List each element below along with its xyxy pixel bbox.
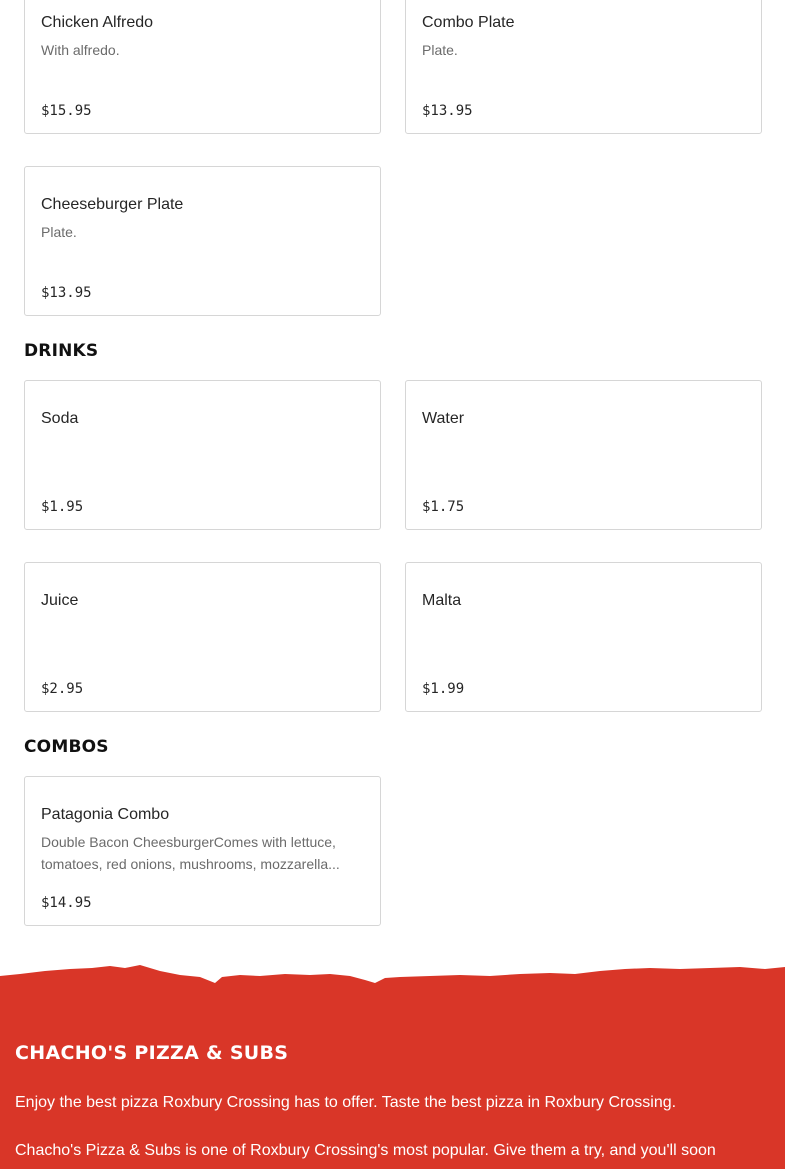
menu-item-name: Patagonia Combo: [41, 806, 170, 823]
menu-item-card[interactable]: [24, 166, 381, 316]
section-title-combos: COMBOS: [24, 737, 109, 757]
menu-item-price: $13.95: [422, 103, 473, 119]
menu-item-name: Cheeseburger Plate: [41, 196, 184, 213]
menu-item-price: $1.75: [422, 499, 465, 515]
menu-item-card[interactable]: [24, 562, 381, 712]
menu-item-card[interactable]: [24, 380, 381, 530]
menu-item-card[interactable]: [405, 562, 762, 712]
menu-item-price: $15.95: [41, 103, 92, 119]
menu-item-price: $14.95: [41, 895, 92, 911]
menu-item-card[interactable]: [405, 380, 762, 530]
footer-tagline: Enjoy the best pizza Roxbury Crossing has to offer. Taste the best pizza in Roxbury Crossing.: [15, 1094, 677, 1111]
section-title-drinks: DRINKS: [24, 341, 99, 361]
menu-item-name: Combo Plate: [422, 14, 515, 31]
menu-item-price: $2.95: [41, 681, 84, 697]
menu-item-price: $13.95: [41, 285, 92, 301]
menu-item-name: Soda: [41, 410, 79, 427]
footer-brand: CHACHO'S PIZZA & SUBS: [15, 1042, 289, 1064]
menu-item-name: Malta: [422, 592, 462, 609]
menu-item-card[interactable]: [24, 776, 381, 926]
menu-item-price: $1.95: [41, 499, 84, 515]
menu-item-price: $1.99: [422, 681, 465, 697]
menu-item-description: Plate.: [41, 224, 77, 240]
menu-item-description: Double Bacon CheesburgerComes with lettuce, tomatoes, red onions, mushrooms, mozzarella...: [41, 834, 340, 872]
footer-blurb: Chacho's Pizza & Subs is one of Roxbury Crossing's most popular. Give them a try, and you'll soon: [15, 1142, 716, 1159]
menu-item-description: Plate.: [422, 42, 458, 58]
menu-item-name: Water: [422, 410, 465, 427]
menu-item-card[interactable]: [405, 0, 762, 134]
menu-item-name: Chicken Alfredo: [41, 14, 154, 31]
menu-item-description: With alfredo.: [41, 42, 120, 58]
menu-item-card[interactable]: [24, 0, 381, 134]
site-footer: [0, 962, 785, 1169]
menu-item-name: Juice: [41, 592, 79, 609]
